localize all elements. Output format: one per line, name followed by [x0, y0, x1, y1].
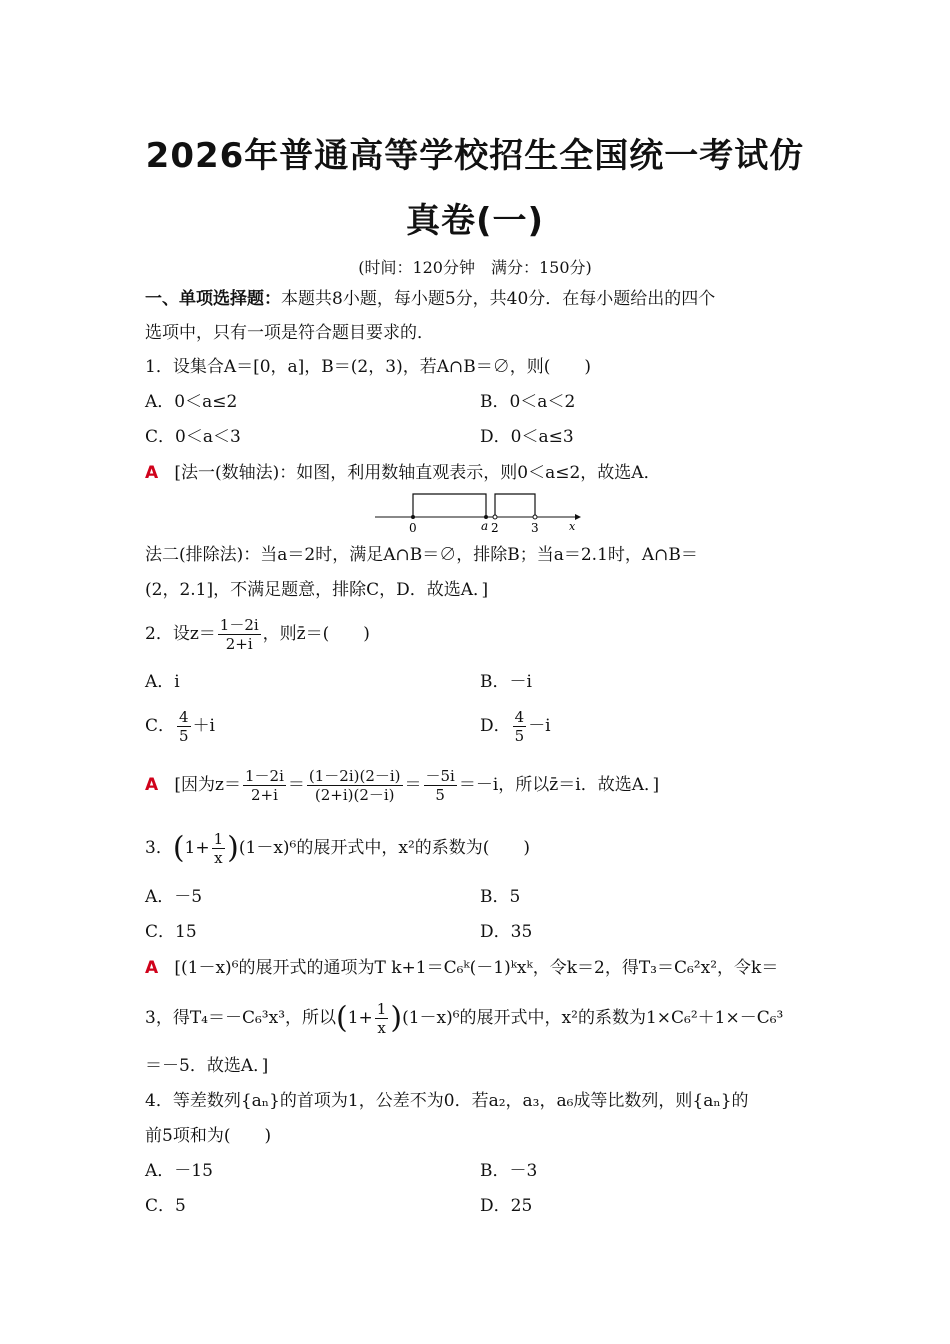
- q2-denominator: 2+i: [225, 635, 253, 653]
- question-3-stem: 3．(1+ $\frac{1}{x}$ )(1－x)⁶的展开式中，x²的系数为( ): [145, 830, 531, 867]
- label-3: 3: [531, 521, 539, 535]
- q4-option-b: B．－3: [480, 1161, 538, 1181]
- point-3: [533, 515, 537, 519]
- q3-sol-one: 1+: [347, 1008, 373, 1028]
- q2-c-den: 5: [179, 727, 189, 745]
- q2-c-fraction: [177, 708, 191, 745]
- section-intro: [145, 287, 810, 311]
- q3-solution-3: ＝－5．故选A．]: [145, 1056, 269, 1076]
- section-intro-line2: 选项中，只有一项是符合题目要求的．: [145, 323, 434, 343]
- q2-fraction: [218, 616, 261, 653]
- point-0: [411, 515, 415, 519]
- label-x: x: [569, 520, 576, 533]
- q2-answer: A: [145, 775, 159, 795]
- q2-sol-d2: (2+i)(2－i): [314, 786, 395, 804]
- page-title-line2: 真卷(一): [405, 201, 545, 241]
- q2-c-label: C．: [145, 716, 176, 736]
- q2-option-a: A．i: [145, 672, 180, 692]
- question-1-stem: 1．设集合A＝[0，a]，B＝(2，3)，若A∩B＝∅，则( ): [145, 357, 591, 377]
- axis-arrow: [575, 514, 581, 520]
- q3-fraction: [212, 830, 226, 867]
- q1-solution-3: (2，2.1]，不满足题意，排除C，D．故选A．]: [145, 580, 489, 600]
- q1-option-b: B．0＜a＜2: [480, 392, 576, 412]
- q2-d-fraction: [513, 708, 527, 745]
- q2-sol-n1: 1－2i: [244, 767, 284, 785]
- q2-solution: [145, 763, 810, 807]
- q2-stem-post: ，则z̄＝( ): [262, 624, 370, 644]
- q4-option-a: A．－15: [145, 1161, 213, 1181]
- q2-c-tail: ＋i: [192, 716, 215, 736]
- q2-stem-pre: 2．设z＝: [145, 624, 216, 644]
- q2-option-d: [480, 704, 551, 748]
- q3-sol-num: 1: [376, 1000, 387, 1018]
- q2-sol-eq2: ＝: [404, 775, 422, 795]
- q2-sol-eq: ＝: [287, 775, 305, 795]
- q1-option-d: D．0＜a≤3: [480, 427, 574, 447]
- q1-answer: A: [145, 463, 159, 483]
- question-2-stem: [145, 612, 810, 656]
- q3-stem-post: (1－x)⁶的展开式中，x²的系数为( ): [238, 838, 531, 858]
- q3-option-a: A．－5: [145, 887, 203, 907]
- label-a: a: [481, 519, 489, 533]
- q3-option-d: D．35: [480, 922, 533, 942]
- q2-sol-frac3: [424, 767, 457, 804]
- q2-sol-frac2: [307, 767, 403, 804]
- q1-option-a: A．0＜a≤2: [145, 392, 238, 412]
- q3-sol1: [(1－x)⁶的展开式的通项为T k+1＝C₆ᵏ(－1)ᵏxᵏ，令k＝2，得T₃＝C₆²x²，令k＝: [174, 958, 779, 978]
- q2-sol-frac1: [243, 767, 286, 804]
- set-b-bracket: [495, 494, 535, 517]
- question-4-stem-2: 前5项和为( ): [145, 1126, 272, 1146]
- q2-d-num: 4: [514, 708, 525, 726]
- q2-sol-post: ＝－i，所以z̄＝i．故选A．]: [458, 775, 660, 795]
- q2-option-c: [145, 704, 215, 748]
- q3-label: 3．: [145, 838, 173, 858]
- section-intro-text: 本题共8小题，每小题5分，共40分．在每小题给出的四个: [281, 289, 716, 309]
- q3-sol-den: x: [377, 1019, 386, 1037]
- q2-sol-n3: －5i: [425, 767, 455, 785]
- q2-sol-pre: [因为z＝: [174, 775, 241, 795]
- q3-sol-fraction: [375, 1000, 389, 1037]
- q3-answer: A: [145, 958, 159, 978]
- q3-one: 1+: [184, 838, 210, 858]
- q2-d-label: D．: [480, 716, 511, 736]
- q3-solution-2: 3，得T₄＝－C₆³x³，所以(1+ $\frac{1}{x}$ )(1－x)⁶的展开式中，x²的系数为1×C₆²＋1×－C₆³: [145, 1000, 784, 1037]
- q2-sol-d3: 5: [435, 786, 445, 804]
- q2-d-tail: －i: [528, 716, 551, 736]
- page-title-line1: 2026年普通高等学校招生全国统一考试仿: [145, 136, 805, 176]
- q2-c-num: 4: [179, 708, 189, 726]
- q1-option-c: C．0＜a＜3: [145, 427, 241, 447]
- q2-numerator: 1－2i: [219, 616, 259, 634]
- q1-solution-text: [法一(数轴法)：如图，利用数轴直观表示，则0＜a≤2，故选A．: [174, 463, 661, 483]
- q2-sol-d1: 2+i: [250, 786, 278, 804]
- q2-option-b: B．－i: [480, 672, 532, 692]
- set-a-bracket: [413, 494, 486, 517]
- exam-time-score: (时间：120分钟 满分：150分): [358, 258, 592, 277]
- q3-sol2-post: (1－x)⁶的展开式中，x²的系数为1×C₆²＋1×－C₆³: [402, 1008, 784, 1028]
- number-line-figure: [375, 490, 585, 535]
- point-2: [493, 515, 497, 519]
- q3-sol2-pre: 3，得T₄＝－C₆³x³，所以: [145, 1008, 337, 1028]
- q2-sol-n2: (1－2i)(2－i): [308, 767, 401, 785]
- q3-den: x: [214, 849, 223, 867]
- q3-option-b: B．5: [480, 887, 521, 907]
- q1-solution-1: [145, 461, 810, 485]
- q4-option-c: C．5: [145, 1196, 186, 1216]
- q4-option-d: D．25: [480, 1196, 533, 1216]
- label-2: 2: [491, 521, 499, 535]
- label-0: 0: [409, 521, 417, 535]
- q3-option-c: C．15: [145, 922, 197, 942]
- q3-num: 1: [213, 830, 224, 848]
- question-4-stem-1: 4．等差数列{aₙ}的首项为1，公差不为0．若a₂，a₃，a₆成等比数列，则{aₙ}的: [145, 1091, 749, 1111]
- q1-solution-2: 法二(排除法)：当a＝2时，满足A∩B＝∅，排除B；当a＝2.1时，A∩B＝: [145, 545, 698, 565]
- q3-solution-1: [145, 956, 810, 980]
- section-heading: 一、单项选择题：: [145, 289, 281, 309]
- q2-d-den: 5: [514, 727, 525, 745]
